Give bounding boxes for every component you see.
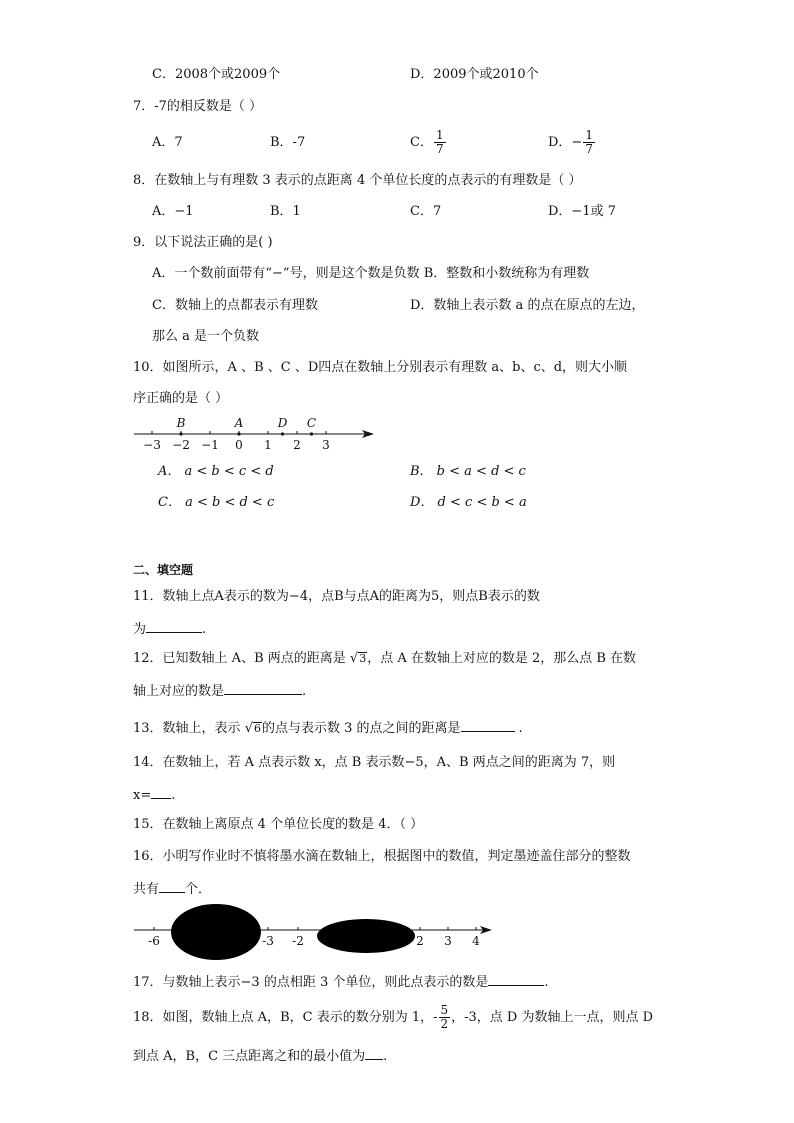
q6-option-d: D．2009个或2010个 bbox=[410, 67, 539, 82]
q13-period: . bbox=[518, 721, 523, 736]
tick-label: 3 bbox=[322, 438, 330, 452]
answer-blank[interactable] bbox=[151, 786, 171, 799]
q8-option-c: C．7 bbox=[410, 204, 442, 219]
q11-stem: 11．数轴上点A表示的数为−4，点B与点A的距离为5，则点B表示的数 bbox=[133, 589, 540, 604]
answer-blank[interactable] bbox=[159, 880, 185, 893]
q14-period: . bbox=[171, 788, 176, 803]
answer-blank[interactable] bbox=[146, 620, 202, 633]
point-label-d: D bbox=[277, 416, 288, 430]
fraction bbox=[434, 129, 446, 156]
q10-stem: 10．如图所示，A 、B 、C 、D四点在数轴上分别表示有理数 a、b、c、d，则大小顺 bbox=[133, 360, 628, 375]
q16-number-line-figure bbox=[130, 902, 500, 960]
q16-stem: 16．小明写作业时不慎将墨水滴在数轴上，根据图中的数值，判定墨迹盖住部分的整数 bbox=[133, 849, 631, 864]
tick-label: 4 bbox=[472, 934, 480, 948]
q12-text-cont: ，点 A 在数轴上对应的数是 2，那么点 B 在数 bbox=[367, 651, 637, 666]
q13-stem bbox=[133, 719, 523, 737]
q16-text-cont: 个． bbox=[185, 882, 212, 897]
point-label-c: C bbox=[306, 416, 317, 430]
q18-stem-cont bbox=[133, 1047, 387, 1065]
tick-label: 2 bbox=[293, 438, 301, 452]
tick-label: 0 bbox=[235, 438, 243, 452]
q17-text: 17．与数轴上表示−3 的点相距 3 个单位，则此点表示的数是 bbox=[133, 975, 489, 990]
point-dot bbox=[281, 432, 284, 435]
q10-option-a: A． a < b < c < d bbox=[158, 464, 274, 479]
point-dot bbox=[237, 432, 240, 435]
ink-blot-left bbox=[171, 904, 261, 960]
tick-label: 2 bbox=[416, 934, 424, 948]
q10-option-b: B． b < a < d < c bbox=[410, 464, 526, 479]
sqrt-radicand: 3 bbox=[359, 652, 367, 665]
q18-text-cont: ，-3，点 D 为数轴上一点，则点 D bbox=[451, 1010, 654, 1025]
q8-stem: 8．在数轴上与有理数 3 表示的点距离 4 个单位长度的点表示的有理数是（ ） bbox=[133, 173, 582, 188]
fraction-numerator: 1 bbox=[585, 128, 593, 142]
q11-stem-cont bbox=[133, 620, 206, 638]
tick-label: −2 bbox=[172, 438, 190, 452]
q12-stem-cont bbox=[133, 682, 306, 700]
q7-stem: 7．-7的相反数是（ ） bbox=[133, 99, 263, 114]
q12-text: 12．已知数轴上 A、B 两点的距离是 bbox=[133, 651, 346, 666]
answer-blank[interactable] bbox=[224, 682, 302, 695]
q8-option-d: D．−1或 7 bbox=[548, 204, 616, 219]
fraction-numerator: 1 bbox=[435, 128, 444, 142]
answer-blank[interactable] bbox=[488, 973, 544, 986]
q13-text-cont: 的点与表示数 3 的点之间的距离是 bbox=[261, 721, 461, 736]
section-heading: 二、填空题 bbox=[133, 563, 194, 577]
q7-option-b: B．-7 bbox=[270, 135, 306, 150]
tick-label: -3 bbox=[262, 934, 274, 948]
fraction bbox=[583, 129, 595, 156]
q16-stem-cont bbox=[133, 880, 211, 898]
q17-period: . bbox=[544, 975, 549, 990]
q8-option-a: A．−1 bbox=[152, 204, 194, 219]
q9-stem: 9．以下说法正确的是( ) bbox=[133, 235, 273, 250]
q9-option-c: C．数轴上的点都表示有理数 bbox=[152, 298, 318, 313]
sqrt-radicand: 6 bbox=[253, 722, 261, 735]
q18-stem bbox=[133, 1001, 653, 1035]
sqrt-icon: √ bbox=[349, 651, 359, 666]
q6-option-c: C．2008个或2009个 bbox=[152, 67, 281, 82]
answer-blank[interactable] bbox=[365, 1047, 383, 1060]
q7-option-a: A．7 bbox=[152, 135, 183, 150]
q10-stem-cont: 序正确的是（ ） bbox=[133, 391, 229, 406]
answer-blank[interactable] bbox=[461, 719, 515, 732]
q7-option-d-label: D．− bbox=[548, 135, 583, 150]
point-dot bbox=[310, 432, 313, 435]
point-group bbox=[176, 416, 317, 436]
q8-option-b: B．1 bbox=[270, 204, 301, 219]
q14-stem: 14．在数轴上，若 A 点表示数 x，点 B 表示数−5，A、B 两点之间的距离为 7，则 bbox=[133, 755, 616, 770]
q18-period: . bbox=[383, 1049, 388, 1064]
q12-stem bbox=[133, 651, 636, 667]
point-dot bbox=[179, 432, 182, 435]
tick-label: −1 bbox=[201, 438, 219, 452]
tick-label: -2 bbox=[292, 934, 304, 948]
q9-option-d-cont: 那么 a 是一个负数 bbox=[152, 329, 260, 344]
q10-option-c: C． a < b < d < c bbox=[158, 495, 275, 510]
tick-label: 3 bbox=[444, 934, 452, 948]
q10-option-d: D． d < c < b < a bbox=[410, 495, 527, 510]
q9-option-d: D．数轴上表示数 a 的点在原点的左边， bbox=[410, 298, 645, 313]
q14-text: x= bbox=[133, 788, 152, 803]
q12-text-line2: 轴上对应的数是 bbox=[133, 684, 225, 699]
q10-number-line-figure bbox=[130, 414, 380, 456]
sqrt-icon: √ bbox=[244, 721, 253, 736]
q7-option-d bbox=[548, 126, 596, 160]
fraction-numerator: 5 bbox=[440, 1003, 449, 1017]
q9-options-ab: A．一个数前面带有“−”号，则是这个数是负数 B．整数和小数统称为有理数 bbox=[152, 266, 590, 281]
q7-option-c-label: C． bbox=[410, 135, 433, 150]
tick-label: 1 bbox=[264, 438, 272, 452]
point-label-b: B bbox=[176, 416, 186, 430]
fraction-denominator: 2 bbox=[440, 1017, 449, 1031]
tick-label: -6 bbox=[148, 934, 160, 948]
fraction-denominator: 7 bbox=[435, 142, 444, 156]
q11-period: . bbox=[202, 622, 207, 637]
q18-text: 18．如图，数轴上点 A，B，C 表示的数分别为 1，- bbox=[133, 1010, 438, 1025]
q7-option-c bbox=[410, 126, 447, 160]
tick-label: −3 bbox=[143, 438, 161, 452]
q14-stem-cont bbox=[133, 786, 175, 804]
q12-period: . bbox=[302, 684, 307, 699]
ink-blot-right bbox=[317, 919, 415, 953]
q13-text: 13．数轴上，表示 bbox=[133, 721, 241, 736]
q16-text: 共有 bbox=[133, 882, 160, 897]
q18-text-line2: 到点 A，B，C 三点距离之和的最小值为 bbox=[133, 1049, 366, 1064]
q15-stem: 15．在数轴上离原点 4 个单位长度的数是 4．（ ） bbox=[133, 817, 424, 832]
q11-text: 为 bbox=[133, 622, 147, 637]
fraction-denominator: 7 bbox=[585, 142, 593, 156]
q17-stem bbox=[133, 973, 549, 991]
fraction bbox=[439, 1004, 451, 1031]
point-label-a: A bbox=[234, 416, 244, 430]
